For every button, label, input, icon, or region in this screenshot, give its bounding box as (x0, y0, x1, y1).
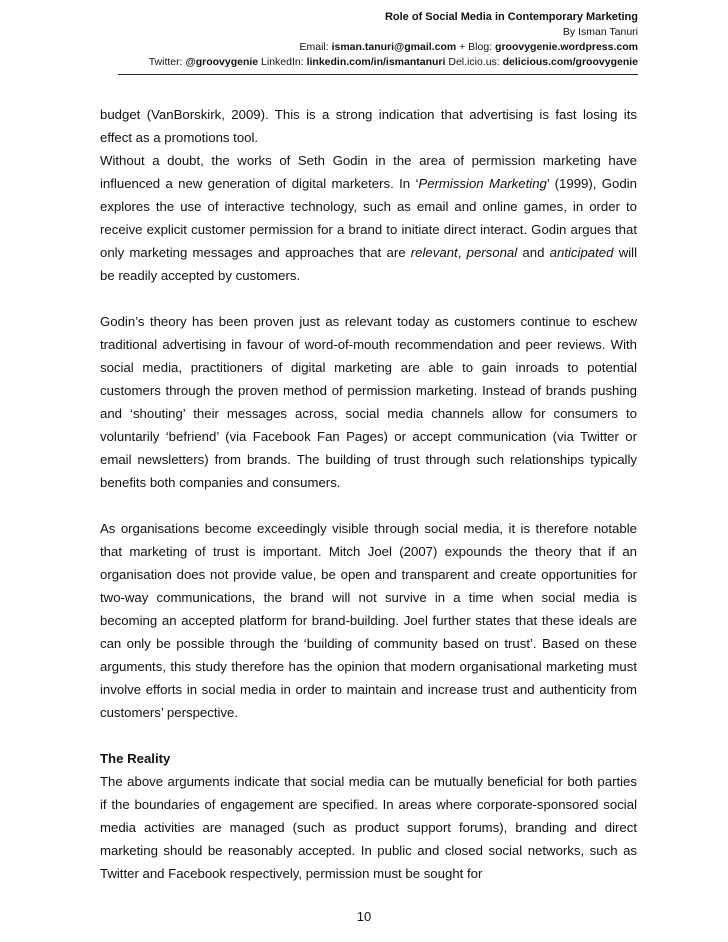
text-run: , (457, 245, 467, 260)
paragraph-gap (100, 287, 637, 310)
social-line (120, 55, 638, 70)
paragraph: The above arguments indicate that social media can be mutually beneficial for both parties if the boundaries of engagement are specified. In areas where corporate-sponsored social media activities are managed (such as product support forums), branding and direct marketing should be reasonably accepted. In public and closed social networks, such as Twitter and Facebook respectively, permission must be sought for (100, 774, 637, 881)
document-title: Role of Social Media in Contemporary Marketing (384, 11, 638, 23)
text-run: ’ (1999), Godin explores the use of interactive technology, such as email and online games, in order to receive explicit customer permission for a brand to initiate direct interact. Godin argues that only marketing messages and approaches that are (100, 176, 637, 260)
linkedin-label: LinkedIn: (258, 56, 307, 68)
page-number: 10 (356, 909, 372, 924)
email-link[interactable]: isman.tanuri@gmail.com (331, 41, 457, 53)
paragraph: Godin’s theory has been proven just as relevant today as customers continue to eschew traditional advertising in favour of word-of-mouth recommendation and peer reviews. With social media, practitioners of digital marketing are able to gain inroads to potential customers through the proven method of permission marketing. Instead of brands pushing and ‘shouting’ their messages across, social media channels allow for consumers to voluntarily ‘befriend’ (via Facebook Fan Pages) or accept communication (via Twitter or email newsletters) from brands. The building of trust through such relationships typically benefits both companies and consumers. (100, 314, 637, 490)
contact-line (120, 40, 638, 55)
page-header (120, 10, 638, 70)
delicious-label: Del.icio.us: (445, 56, 503, 68)
paragraph (100, 149, 637, 287)
section-heading: The Reality (100, 751, 171, 766)
blog-link[interactable]: groovygenie.wordpress.com (495, 41, 638, 53)
text-run: will be readily accepted by customers. (100, 245, 638, 283)
twitter-handle[interactable]: @groovygenie (185, 56, 259, 68)
document-body (100, 103, 637, 885)
email-label: Email: (299, 41, 332, 53)
emphasis-anticipated: anticipated (549, 245, 614, 260)
paragraph: budget (VanBorskirk, 2009). This is a strong indication that advertising is fast losing its effect as a promotions tool. (100, 107, 637, 145)
paragraph-gap (100, 494, 637, 517)
emphasis-relevant: relevant (410, 245, 458, 260)
twitter-label: Twitter: (148, 56, 186, 68)
linkedin-link[interactable]: linkedin.com/in/ismantanuri (306, 56, 446, 68)
paragraph: As organisations become exceedingly visible through social media, it is therefore notable that marketing of trust is important. Mitch Joel (2007) expounds the theory that if an organisation does not provide value, be open and transparent and create opportunities for two-way communications, the brand will not survive in a time when social media is becoming an accepted platform for brand-building. Joel further states that these ideals are can only be possible through the ‘building of community based on trust’. Based on these arguments, this study therefore has the opinion that modern organisational marketing must involve efforts in social media in order to maintain and increase trust and authenticity from customers’ perspective. (100, 521, 637, 720)
book-title: Permission Marketing (418, 176, 547, 191)
emphasis-personal: personal (466, 245, 518, 260)
delicious-link[interactable]: delicious.com/groovygenie (502, 56, 638, 68)
paragraph-gap (100, 724, 637, 747)
author-line: By Isman Tanuri (562, 26, 638, 38)
blog-label: + Blog: (456, 41, 496, 53)
text-run: Without a doubt, the works of Seth Godin in the area of permission marketing have influenced a new generation of digital marketers. In ‘ (100, 153, 637, 191)
header-divider (118, 74, 638, 75)
text-run: and (517, 245, 550, 260)
